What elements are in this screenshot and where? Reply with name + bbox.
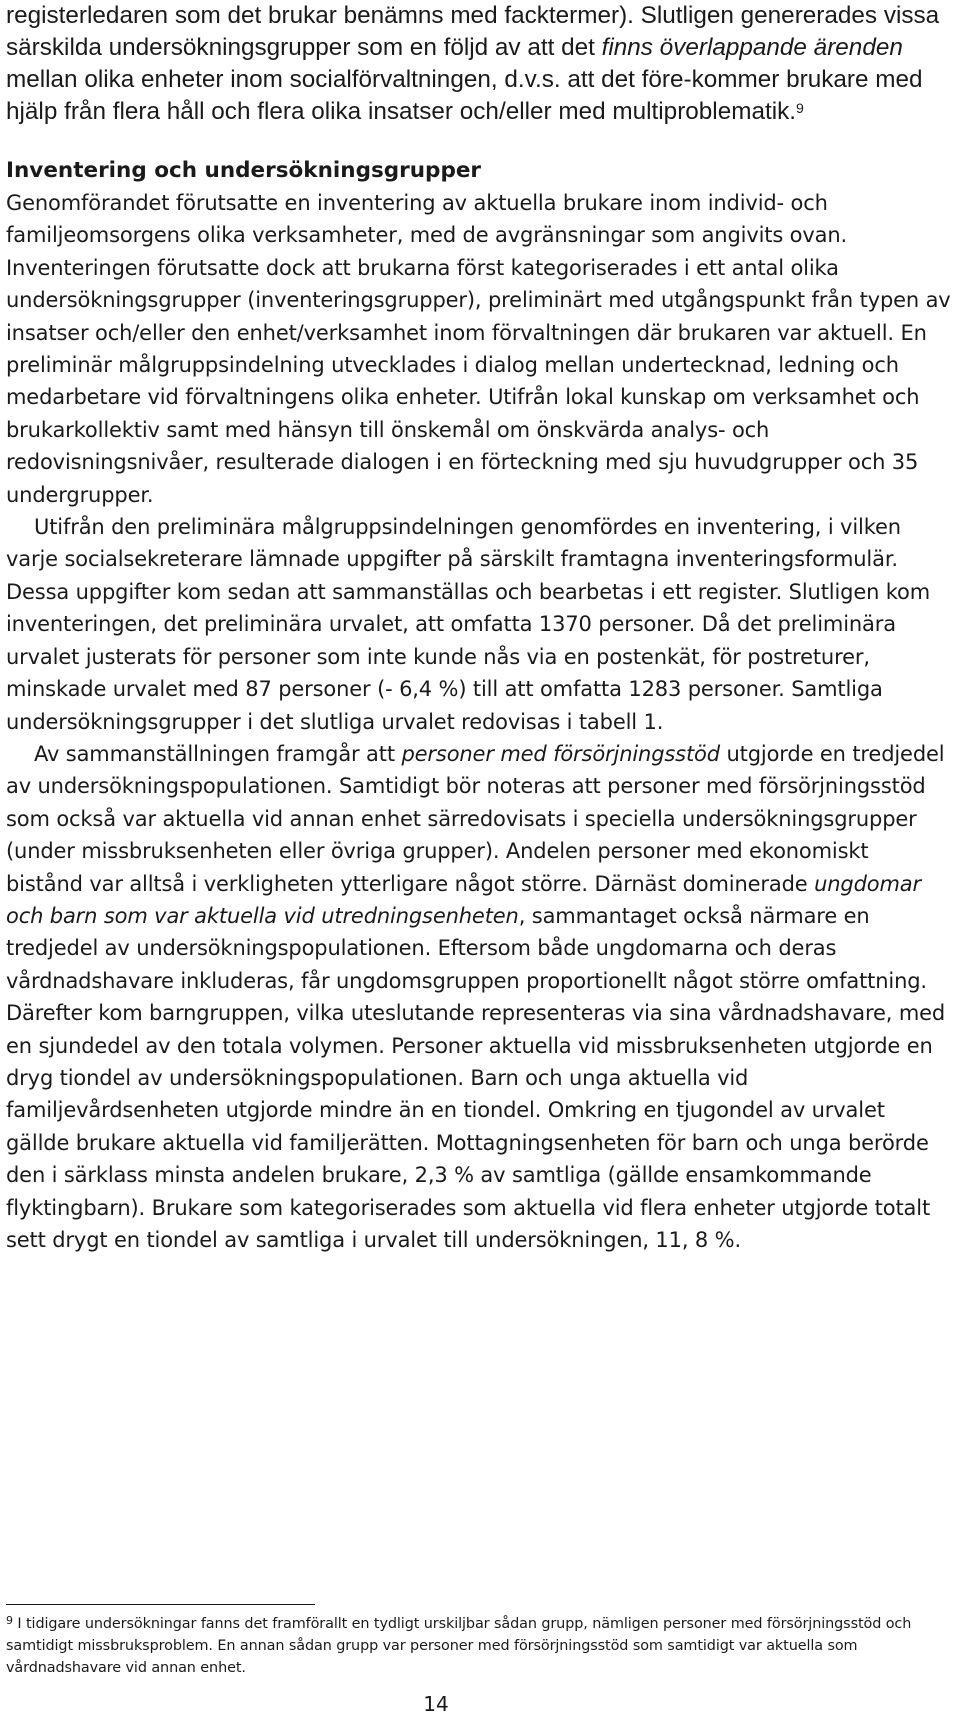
page-number: 14 xyxy=(423,1692,449,1716)
summary-text-a: Av sammanställningen framgår att xyxy=(34,741,402,766)
paragraph-inventory-method: Genomförandet förutsatte en inventering av aktuella brukare inom individ- och familjeomsorgens olika verksamheter, med de avgränsningar som angivits ovan. Inventeringen förutsatte dock att brukarna först kategoriserades i ett antal olika undersökningsgrupper (inventeringsgrupper), preliminärt med utgångspunkt från typen av insatser och/eller den enhet/verksamhet inom förvaltningen där brukaren var aktuell. En preliminär målgruppsindelning utvecklades i dialog mellan undertecknad, ledning och medarbetare vid förvaltningens olika enheter. Utifrån lokal kunskap om verksamhet och brukarkollektiv samt med hänsyn till önskemål om önskvärda analys- och redovisningsnivåer, resulterade dialogen i en förteckning med sju huvudgrupper och 35 undergrupper. xyxy=(6,191,951,507)
summary-emphasis-1: personer med försörjningsstöd xyxy=(401,741,720,766)
intro-text-b: mellan olika enheter inom socialförvaltningen, d.v.s. att det före-kommer brukare med hjälp från flera håll och flera olika insatser och/eller med multiproblematik. xyxy=(6,66,923,125)
section-heading: Inventering och undersökningsgrupper xyxy=(6,158,482,183)
paragraph-inventory-result: Utifrån den preliminära målgruppsindelningen genomfördes en inventering, i vilken varje socialsekreterare lämnade uppgifter på särskilt framtagna inventeringsformulär. Dessa uppgifter kom sedan att sammanställas och bearbetas i ett register. Slutligen kom inventeringen, det preliminära urvalet, att omfatta 1370 personer. Då det preliminära urvalet justerats för personer som inte kunde nås via en postenkät, för postreturer, minskade urvalet med 87 personer (- 6,4 %) till att omfatta 1283 personer. Samtliga undersökningsgrupper i det slutliga urvalet redovisas i tabell 1. xyxy=(6,515,931,734)
summary-text-c: , sammantaget också närmare en tredjedel av undersökningspopulationen. Eftersom både ungdomarna och deras vårdnadshavare inkluderas, får ungdomsgruppen proportionellt något större omfattning. Därefter kom barngruppen, vilka uteslutande representeras via sina vårdnadshavare, med en sjundedel av den totala volymen. Personer aktuella vid missbruksenheten utgjorde en dryg tiondel av undersökningspopulationen. Barn och unga aktuella vid familjevårdsenheten utgjorde mindre än en tiondel. Omkring en tjugondel av urvalet gällde brukare aktuella vid familjerätten. Mottagningsenheten för barn och unga berörde den i särklass minsta andelen brukare, 2,3 % av samtliga (gällde ensamkommande flyktingbarn). Brukare som kategoriserades som aktuella vid flera enheter utgjorde totalt sett drygt en tiondel av samtliga i urvalet till undersökningen, 11, 8 %. xyxy=(6,903,946,1252)
summary-emphasis-2: ungdomar och barn som var aktuella vid utredningsenheten xyxy=(6,871,921,928)
footnote-text: I tidigare undersökningar fanns det framförallt en tydligt urskiljbar sådan grupp, nämligen personer med försörjningsstöd och samtidigt missbruksproblem. En annan sådan grupp var personer med försörjningsstöd som samtidigt var aktuella som vårdnadshavare vid annan enhet. xyxy=(6,1616,912,1676)
summary-text-b: utgjorde en tredjedel av undersökningspopulationen. Samtidigt bör noteras att personer med försörjningsstöd som också var aktuella vid annan enhet särredovisats i speciella undersökningsgrupper (under missbruksenheten eller övriga grupper). Andelen personer med ekonomiskt bistånd var alltså i verkligheten ytterligare något större. Därnäst dominerade xyxy=(6,741,945,896)
intro-paragraph xyxy=(6,0,951,128)
intro-text-a: registerledaren som det brukar benämns med facktermer). Slutligen genererades vissa särskilda undersökningsgrupper som en följd av att det xyxy=(6,2,940,61)
footnote-reference[interactable]: 9 xyxy=(796,100,804,116)
document-page xyxy=(6,0,951,1256)
footnote xyxy=(6,1613,951,1679)
footnote-marker: 9 xyxy=(6,1614,13,1627)
intro-emphasis: finns överlappande ärenden xyxy=(601,34,903,61)
footnote-divider xyxy=(6,1604,315,1605)
paragraph-population-summary xyxy=(6,738,951,1257)
